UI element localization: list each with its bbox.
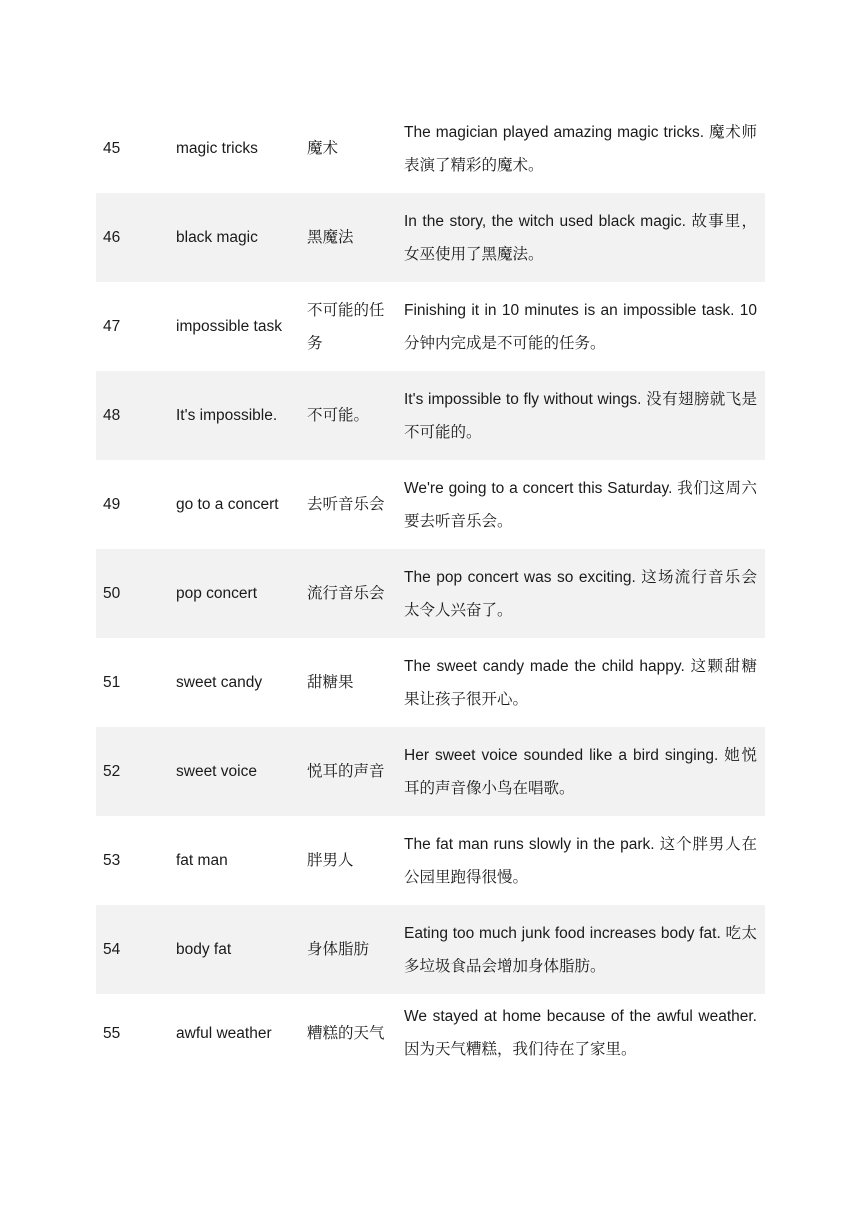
example-sentence: Her sweet voice sounded like a bird singing. 她悦耳的声音像小鸟在唱歌。 (404, 727, 765, 816)
example-sentence: In the story, the witch used black magic. 故事里，女巫使用了黑魔法。 (404, 193, 765, 282)
chinese-meaning: 身体脂肪 (307, 905, 404, 994)
example-sentence: The sweet candy made the child happy. 这颗甜糖果让孩子很开心。 (404, 657, 757, 708)
chinese-meaning: 黑魔法 (307, 193, 404, 282)
chinese-meaning: 不可能的任务 (307, 301, 385, 352)
row-number: 53 (103, 852, 121, 869)
english-phrase: pop concert (176, 549, 307, 638)
table-row (96, 727, 765, 816)
english-phrase: magic tricks (176, 140, 258, 157)
example-sentence: Finishing it in 10 minutes is an impossible task. 10 分钟内完成是不可能的任务。 (404, 301, 757, 352)
chinese-meaning: 去听音乐会 (307, 496, 385, 513)
chinese-meaning: 糟糕的天气 (307, 1024, 385, 1042)
row-number: 46 (96, 193, 176, 282)
english-phrase: awful weather (176, 1024, 272, 1042)
chinese-meaning: 魔术 (307, 140, 339, 157)
row-number: 51 (103, 674, 121, 691)
example-sentence: We stayed at home because of the awful weather. 因为天气糟糕，我们待在了家里。 (404, 1008, 757, 1058)
english-phrase: go to a concert (176, 496, 279, 513)
table-row (96, 638, 765, 727)
example-sentence: The fat man runs slowly in the park. 这个胖男人在公园里跑得很慢。 (404, 835, 757, 886)
table-row (96, 193, 765, 282)
chinese-meaning: 不可能。 (307, 371, 404, 460)
english-phrase: black magic (176, 193, 307, 282)
row-number: 52 (96, 727, 176, 816)
row-number: 47 (103, 318, 121, 335)
example-sentence: The pop concert was so exciting. 这场流行音乐会太令人兴奋了。 (404, 549, 765, 638)
table-row (96, 994, 765, 1072)
chinese-meaning: 胖男人 (307, 852, 354, 869)
english-phrase: sweet voice (176, 727, 307, 816)
row-number: 50 (96, 549, 176, 638)
chinese-meaning: 悦耳的声音 (307, 727, 404, 816)
row-number: 49 (103, 496, 121, 513)
table-row (96, 905, 765, 994)
table-row (96, 371, 765, 460)
chinese-meaning: 流行音乐会 (307, 549, 404, 638)
table-row (96, 104, 765, 193)
example-sentence: It's impossible to fly without wings. 没有翅膀就飞是不可能的。 (404, 371, 765, 460)
table-row (96, 282, 765, 371)
row-number: 45 (103, 140, 121, 157)
vocabulary-table (96, 104, 765, 1072)
example-sentence: The magician played amazing magic tricks. 魔术师表演了精彩的魔术。 (404, 123, 757, 174)
english-phrase: impossible task (176, 318, 282, 335)
example-sentence: Eating too much junk food increases body fat. 吃太多垃圾食品会增加身体脂肪。 (404, 905, 765, 994)
table-row (96, 460, 765, 549)
english-phrase: fat man (176, 852, 228, 869)
table-row (96, 549, 765, 638)
table-row (96, 816, 765, 905)
chinese-meaning: 甜糖果 (307, 674, 354, 691)
english-phrase: body fat (176, 905, 307, 994)
english-phrase: It's impossible. (176, 371, 307, 460)
row-number: 48 (96, 371, 176, 460)
row-number: 55 (103, 1024, 121, 1042)
row-number: 54 (96, 905, 176, 994)
example-sentence: We're going to a concert this Saturday. 我们这周六要去听音乐会。 (404, 479, 757, 530)
english-phrase: sweet candy (176, 674, 263, 691)
